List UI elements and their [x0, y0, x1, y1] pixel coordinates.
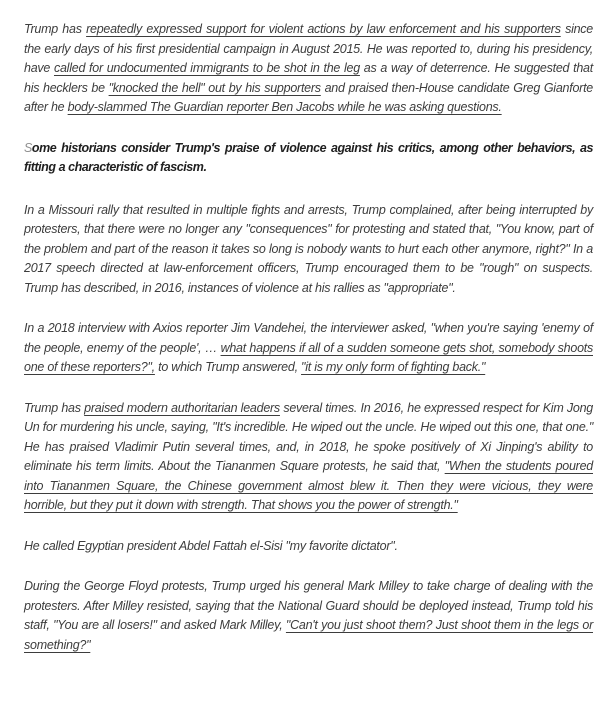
- paragraph: [24, 399, 593, 516]
- text-link[interactable]: "knocked the hell" out by his supporters: [108, 80, 321, 95]
- text-run: as a way of deterrence. He suggested that his hecklers be: [24, 61, 593, 95]
- text-run: Trump has: [24, 22, 87, 36]
- text-run: and praised then-House candidate Greg Gianforte after he: [24, 80, 593, 114]
- paragraph: [24, 577, 593, 655]
- text-link[interactable]: what happens if all of a sudden someone gets shot, somebody shoots one of these reporters?",: [24, 340, 593, 374]
- muted-initial-letter: S: [24, 140, 32, 155]
- text-run: ome historians consider Trump's praise of violence against his critics, among other behaviors, as fitting a characteristic of fascism.: [24, 140, 593, 174]
- paragraph: [24, 201, 593, 299]
- text-run: During the George Floyd protests, Trump urged his general Mark Milley to take charge of dealing with the protesters. After Milley resisted, saying that the National Guard should be deployed instead, Trump told his staff, "You are all losers!" and asked Mark Milley,: [24, 579, 593, 632]
- text-run: In a Missouri rally that resulted in multiple fights and arrests, Trump complained, after being interrupted by protesters, that there were no longer any "consequences" for protesting and stated that, "You know, part of the problem and part of the reason it takes so long is nobody wants to hurt each other anymore, right?" In a 2017 speech directed at law-enforcement officers, Trump encouraged them to be "rough" on suspects. Trump has described, in 2016, instances of violence at his rallies as "appropriate".: [24, 202, 593, 295]
- emphasis-paragraph: [24, 139, 593, 178]
- paragraph: [24, 20, 593, 118]
- text-link[interactable]: called for undocumented immigrants to be shot in the leg: [53, 61, 360, 75]
- text-link[interactable]: repeatedly expressed support for violent actions by law enforcement and his supporters: [86, 22, 561, 36]
- text-run: In a 2018 interview with Axios reporter Jim Vandehei, the interviewer asked, "when you're saying 'enemy of the people, enemy of the people', …: [24, 321, 593, 355]
- text-link[interactable]: praised modern authoritarian leaders: [84, 400, 280, 415]
- article-body: [24, 20, 593, 655]
- text-run: several times. In 2016, he expressed respect for Kim Jong Un for murdering his uncle, saying, "It's incredible. He wiped out the uncle. He wiped out this one, that one." He has praised Vladimir Putin several times, and, in 2018, he spoke positively of Xi Jinping's ability to eliminate his term limits. About the Tiananmen Square protests, he said that,: [24, 400, 593, 473]
- text-link[interactable]: "it is my only form of fighting back.": [301, 360, 486, 374]
- text-link[interactable]: "When the students poured into Tiananmen Square, the Chinese government almost blew it. Then they were vicious, they were horrible, but they put it down with strength. That shows you the power of strength.": [24, 459, 593, 512]
- text-run: He called Egyptian president Abdel Fattah el-Sisi "my favorite dictator".: [24, 538, 398, 553]
- text-run: to which Trump answered,: [154, 360, 302, 374]
- paragraph: [24, 537, 593, 557]
- text-run: since the early days of his first presidential campaign in August 2015. He was reported to, during his presidency, have: [24, 22, 593, 75]
- text-link[interactable]: "Can't you just shoot them? Just shoot them in the legs or something?": [24, 618, 593, 652]
- text-run: Trump has: [24, 400, 85, 415]
- text-link[interactable]: body-slammed The Guardian reporter Ben Jacobs while he was asking questions.: [67, 100, 502, 114]
- paragraph: [24, 319, 593, 378]
